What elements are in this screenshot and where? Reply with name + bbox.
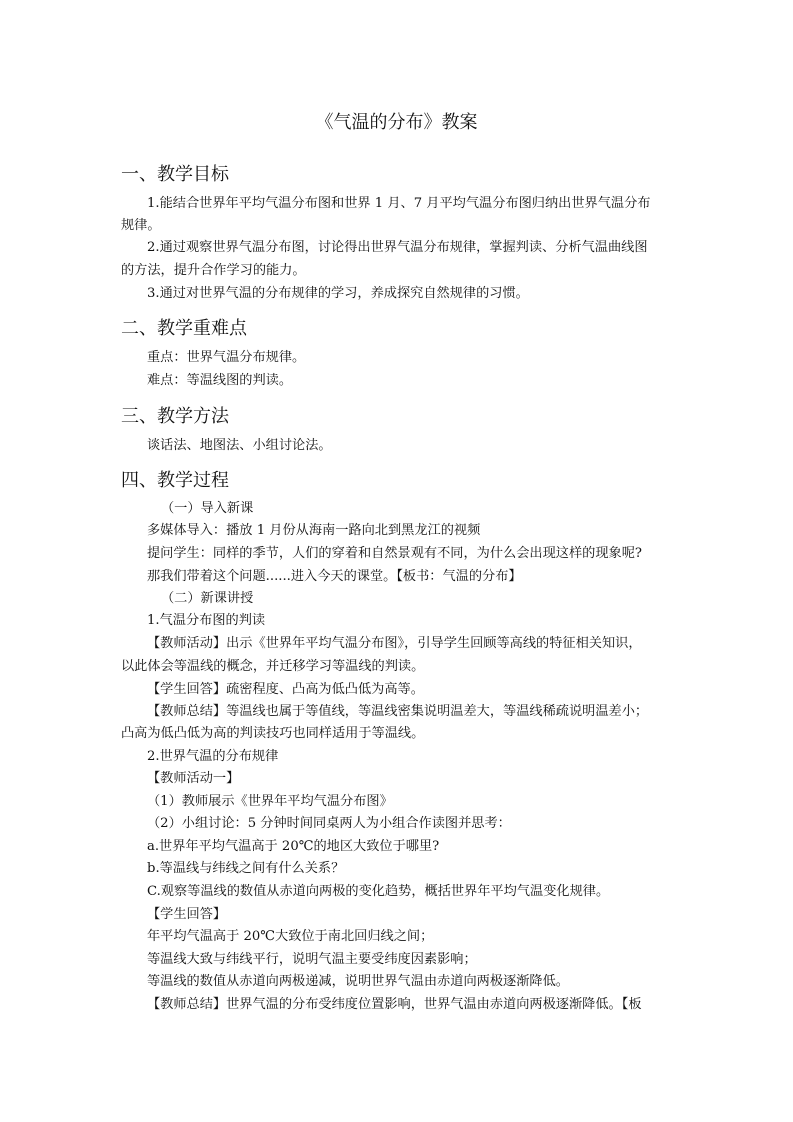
objective-1-line-1: 1.能结合世界年平均气温分布图和世界 1 月、7 月平均气温分布图归纳出世界气温分布 (147, 196, 651, 211)
objective-3: 3.通过对世界气温的分布规律的学习，养成探究自然规律的习惯。 (147, 286, 529, 301)
paragraph: C.观察等温线的数值从赤道向两极的变化趋势，概括世界年平均气温变化规律。 (147, 884, 610, 899)
section-heading-methods: 三、教学方法 (121, 406, 229, 427)
paragraph: 【学生回答】疏密程度、凸高为低凸低为高等。 (147, 682, 424, 697)
paragraph: b.等温线与纬线之间有什么关系？ (147, 861, 345, 876)
section-heading-objectives: 一、教学目标 (121, 164, 229, 185)
paragraph: 【学生回答】 (147, 907, 227, 922)
methods-text: 谈话法、地图法、小组讨论法。 (147, 438, 332, 453)
paragraph: 凸高为低凸低为高的判读技巧也同样适用于等温线。 (121, 726, 425, 741)
paragraph: 提问学生：同样的季节，人们的穿着和自然景观有不同，为什么会出现这样的现象呢? (147, 546, 643, 561)
difficult-point: 难点：等温线图的判读。 (147, 373, 293, 388)
paragraph: 那我们带着这个问题......进入今天的课堂。【板书：气温的分布】 (147, 569, 522, 584)
objective-2-line-2: 的方法，提升合作学习的能力。 (121, 263, 306, 278)
paragraph: 【教师活动】出示《世界年平均气温分布图》，引导学生回顾等高线的特征相关知识， (147, 636, 642, 651)
subsection-new-lesson: （二）新课讲授 (161, 591, 254, 606)
paragraph: 以此体会等温线的概念，并迁移学习等温线的判读。 (121, 659, 425, 674)
paragraph: a.世界年平均气温高于 20℃的地区大致位于哪里? (147, 839, 440, 854)
objective-1-line-2: 规律。 (121, 218, 161, 233)
paragraph: 1.气温分布图的判读 (147, 613, 266, 628)
section-heading-key-points: 二、教学重难点 (121, 318, 247, 339)
key-point: 重点：世界气温分布规律。 (147, 350, 306, 365)
section-heading-process: 四、教学过程 (121, 470, 229, 491)
paragraph: 多媒体导入：播放 1 月份从海南一路向北到黑龙江的视频 (147, 523, 481, 538)
paragraph: 【教师活动一】 (147, 771, 240, 786)
paragraph: 2.世界气温的分布规律 (147, 749, 279, 764)
paragraph: 【教师总结】等温线也属于等值线，等温线密集说明温差大，等温线稀疏说明温差小； (147, 704, 649, 719)
paragraph: （1）教师展示《世界年平均气温分布图》 (147, 794, 393, 809)
paragraph: 年平均气温高于 20℃大致位于南北回归线之间； (147, 929, 434, 944)
paragraph: 【教师总结】世界气温的分布受纬度位置影响，世界气温由赤道向两极逐渐降低。【板 (147, 997, 642, 1012)
paragraph: 等温线的数值从赤道向两极递减，说明世界气温由赤道向两极逐渐降低。 (147, 974, 569, 989)
subsection-intro: （一）导入新课 (161, 501, 254, 516)
paragraph: 等温线大致与纬线平行，说明气温主要受纬度因素影响； (147, 952, 477, 967)
paragraph: （2）小组讨论：5 分钟时间同桌两人为小组合作读图并思考： (147, 816, 511, 831)
objective-2-line-1: 2.通过观察世界气温分布图，讨论得出世界气温分布规律，掌握判读、分析气温曲线图 (147, 240, 648, 255)
document-title: 《气温的分布》教案 (315, 112, 478, 133)
